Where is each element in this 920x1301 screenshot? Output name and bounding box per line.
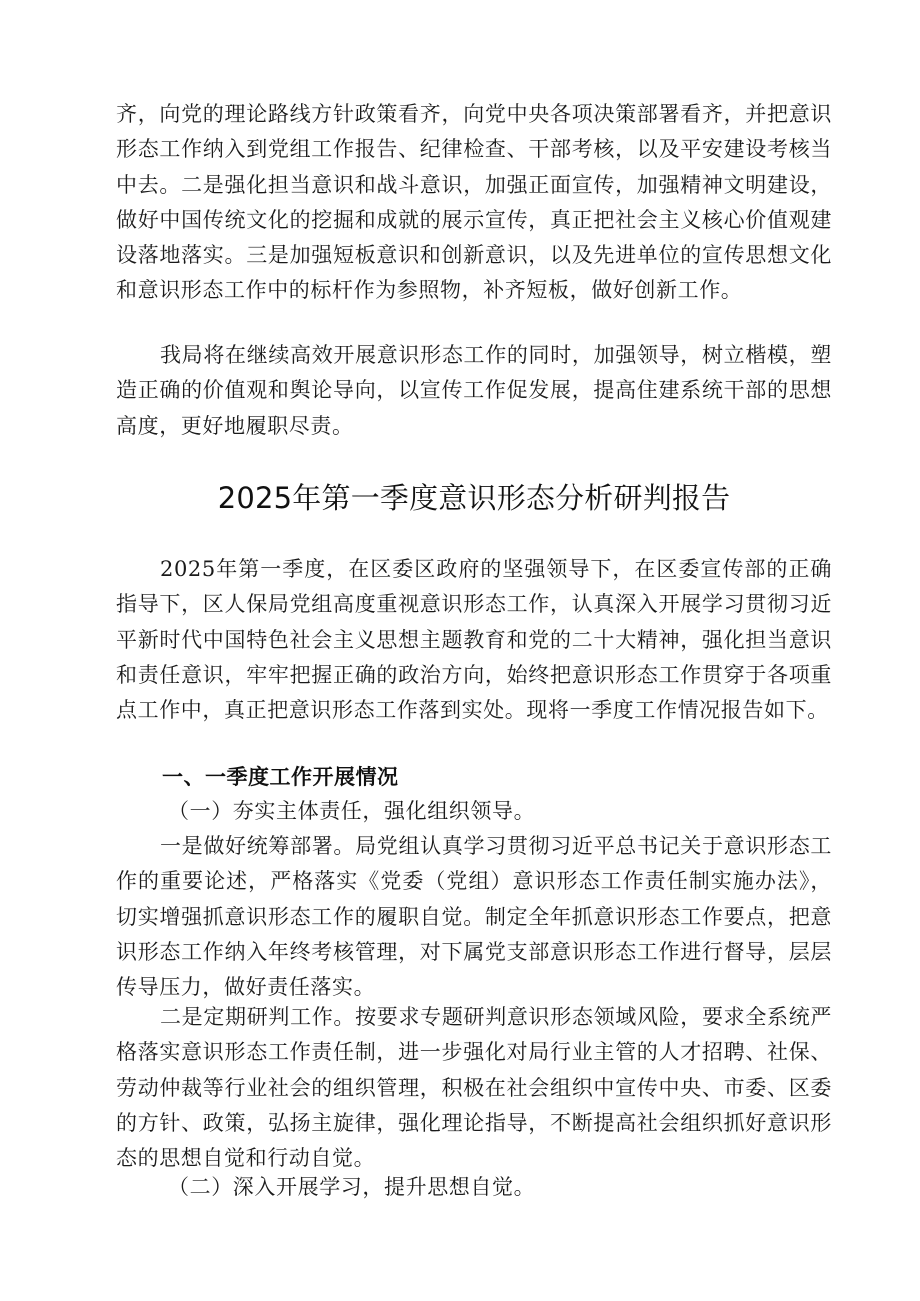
subsection-1-paragraph-1: 一是做好统筹部署。局党组认真学习贯彻习近平总书记关于意识形态工作的重要论述，严格落实《党委（党组）意识形态工作责任制实施办法》，切实增强抓意识形态工作的履职自觉。制定全年抓意识形态工作要点，把意识形态工作纳入年终考核管理，对下属党支部意识形态工作进行督导，层层传导压力，做好责任落实。 <box>116 834 832 1000</box>
report-title: 2025年第一季度意识形态分析研判报告 <box>217 481 731 515</box>
subsection-1-paragraph-2: 二是定期研判工作。按要求专题研判意识形态领域风险，要求全系统严格落实意识形态工作责任制，进一步强化对局行业主管的人才招聘、社保、劳动仲裁等行业社会的组织管理，积极在社会组织中宣传中央、市委、区委的方针、政策，弘扬主旋律，强化理论指导，不断提高社会组织抓好意识形态的思想自觉和行动自觉。 <box>116 1005 832 1171</box>
continuation-paragraph-1: 齐，向党的理论路线方针政策看齐，向党中央各项决策部署看齐，并把意识形态工作纳入到党组工作报告、纪律检查、干部考核，以及平安建设考核当中去。二是强化担当意识和战斗意识，加强正面宣传，加强精神文明建设，做好中国传统文化的挖掘和成就的展示宣传，真正把社会主义核心价值观建设落地落实。三是加强短板意识和创新意识，以及先进单位的宣传思想文化和意识形态工作中的标杆作为参照物，补齐短板，做好创新工作。 <box>116 102 832 303</box>
section-heading-1: 一、一季度工作开展情况 <box>162 765 399 789</box>
report-intro-paragraph: 2025年第一季度，在区委区政府的坚强领导下，在区委宣传部的正确指导下，区人保局党组高度重视意识形态工作，认真深入开展学习贯彻习近平新时代中国特色社会主义思想主题教育和党的二十大精神，强化担当意识和责任意识，牢牢把握正确的政治方向，始终把意识形态工作贯穿于各项重点工作中，真正把意识形态工作落到实处。现将一季度工作情况报告如下。 <box>116 557 832 723</box>
subsection-heading-1: （一）夯实主体责任，强化组织领导。 <box>168 799 536 823</box>
subsection-heading-2: （二）深入开展学习，提升思想自觉。 <box>168 1175 536 1199</box>
continuation-paragraph-2: 我局将在继续高效开展意识形态工作的同时，加强领导，树立楷模，塑造正确的价值观和舆论导向，以宣传工作促发展，提高住建系统干部的思想高度，更好地履职尽责。 <box>116 343 832 438</box>
